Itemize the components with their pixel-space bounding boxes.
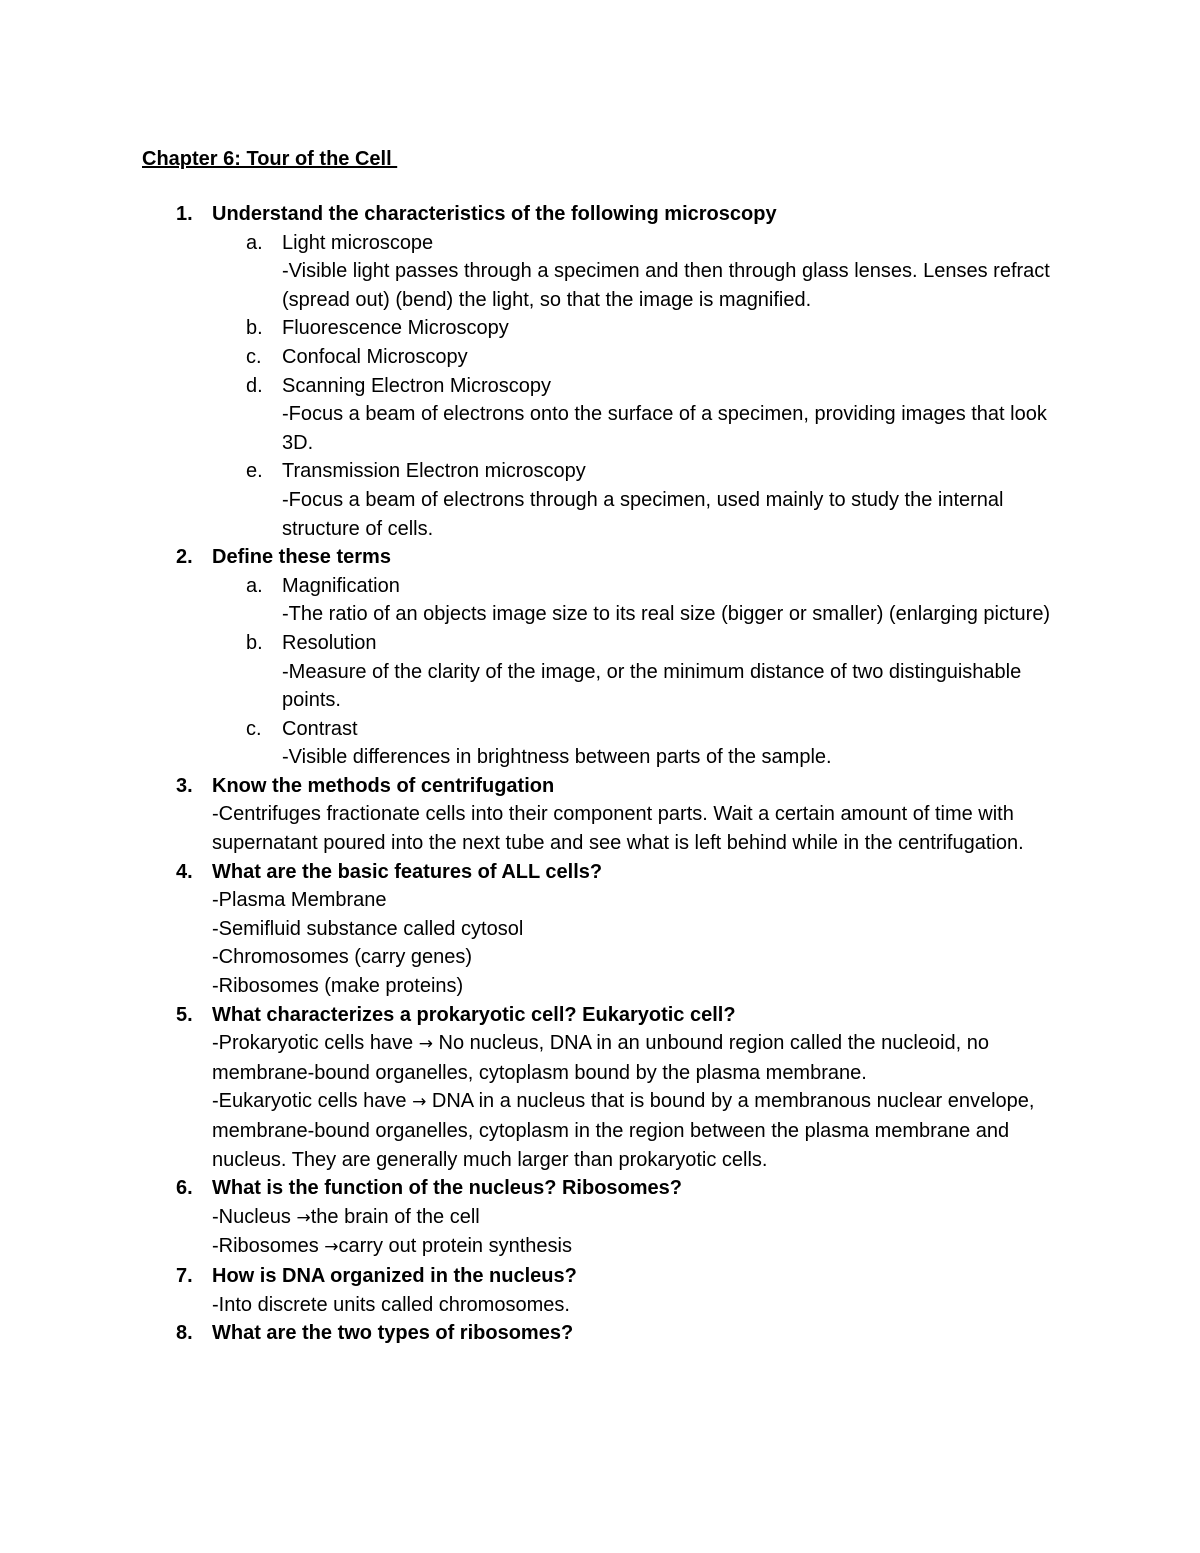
answer-nucleus (212, 1203, 1062, 1233)
answer-eukaryotic (212, 1087, 1062, 1174)
sub-item-fluorescence-microscopy (212, 314, 1200, 343)
sub-label: Transmission Electron microscopy (282, 460, 586, 483)
question-1 (0, 200, 1200, 543)
right-arrow-icon: → (324, 1237, 339, 1258)
sub-label: Fluorescence Microscopy (282, 317, 509, 340)
question-list (0, 200, 1200, 1348)
question-number: 6. (176, 1177, 193, 1200)
sub-label: Resolution (282, 631, 377, 654)
answer-lead: -Eukaryotic cells have (212, 1090, 413, 1113)
question-2 (0, 543, 1200, 772)
answer-prokaryotic (212, 1029, 1062, 1087)
question-text: Define these terms (212, 546, 391, 569)
answer-line: -Semifluid substance called cytosol (212, 917, 524, 940)
answer-lead: -Prokaryotic cells have (212, 1032, 419, 1055)
sub-label: Confocal Microscopy (282, 345, 468, 368)
sub-letter: d. (246, 374, 263, 397)
sub-item-light-microscope (212, 229, 1200, 315)
question-text: Understand the characteristics of the following microscopy (212, 203, 777, 225)
question-text: How is DNA organized in the nucleus? (212, 1264, 577, 1287)
sub-letter: b. (246, 317, 263, 340)
answer-lead: -Nucleus (212, 1205, 297, 1228)
answer-ribosomes (212, 1232, 1062, 1262)
document-title: Chapter 6: Tour of the Cell (142, 148, 398, 170)
sub-label: Magnification (282, 574, 400, 597)
sub-item-transmission-electron-microscopy (212, 457, 1200, 543)
sub-answer: -Focus a beam of electrons onto the surface of a specimen, providing images that look 3D. (282, 403, 1047, 454)
question-8 (0, 1319, 1200, 1348)
sub-answer: -The ratio of an objects image size to its real size (bigger or smaller) (enlarging picture) (282, 603, 1051, 626)
sub-letter: a. (246, 574, 263, 597)
sub-item-contrast (212, 715, 1200, 772)
sub-letter: b. (246, 631, 263, 654)
question-4 (0, 858, 1200, 1001)
right-arrow-icon: → (412, 1092, 427, 1113)
question-3 (0, 772, 1200, 858)
answer-rest: No nucleus, DNA in an unbound region called the nucleoid, no membrane-bound organelles, cytoplasm bound by the plasma membrane. (212, 1032, 989, 1084)
sub-answer: -Visible differences in brightness between parts of the sample. (282, 746, 832, 769)
answer-line: -Plasma Membrane (212, 889, 387, 912)
sub-answer: -Visible light passes through a specimen and then through glass lenses. Lenses refract (spread out) (bend) the light, so that the image is magnified. (282, 260, 1050, 311)
answer-lead: -Ribosomes (212, 1235, 325, 1258)
sub-item-magnification (212, 572, 1200, 629)
question-text: What are the basic features of ALL cells? (212, 860, 603, 883)
answer-rest: the brain of the cell (310, 1205, 480, 1228)
answer-rest: DNA in a nucleus that is bound by a membranous nuclear envelope, membrane-bound organelles, cytoplasm in the region between the plasma membrane and nucleus. They are generally much larger than prokaryotic cells. (212, 1090, 1035, 1171)
question-number: 5. (176, 1003, 193, 1026)
sub-item-confocal-microscopy (212, 343, 1200, 372)
question-5 (0, 1001, 1200, 1175)
question-text: Know the methods of centrifugation (212, 774, 555, 797)
answer-rest: carry out protein synthesis (338, 1235, 572, 1258)
answer-line: -Centrifuges fractionate cells into their component parts. Wait a certain amount of time with supernatant poured into the next tube and see what is left behind while in the centrifugation. (212, 803, 1024, 855)
right-arrow-icon: → (418, 1034, 433, 1055)
answer-line: -Into discrete units called chromosomes. (212, 1293, 570, 1316)
question-7 (0, 1262, 1200, 1319)
question-number: 1. (176, 203, 193, 225)
question-number: 4. (176, 860, 193, 883)
question-6 (0, 1174, 1200, 1262)
sub-letter: a. (246, 231, 263, 254)
sub-label: Contrast (282, 717, 358, 740)
right-arrow-icon: → (296, 1207, 311, 1228)
answer-line: -Chromosomes (carry genes) (212, 946, 473, 969)
sub-letter: c. (246, 717, 262, 740)
sub-question-list (212, 572, 1200, 772)
sub-item-scanning-electron-microscopy (212, 372, 1200, 458)
question-number: 8. (176, 1322, 193, 1345)
sub-answer: -Focus a beam of electrons through a specimen, used mainly to study the internal structure of cells. (282, 488, 1004, 540)
question-text: What is the function of the nucleus? Ribosomes? (212, 1177, 683, 1200)
sub-question-list (212, 229, 1200, 544)
sub-answer: -Measure of the clarity of the image, or the minimum distance of two distinguishable points. (282, 660, 1022, 712)
question-number: 3. (176, 774, 193, 797)
sub-label: Light microscope (282, 231, 434, 254)
question-number: 7. (176, 1264, 193, 1287)
question-number: 2. (176, 546, 193, 569)
sub-letter: e. (246, 460, 263, 483)
question-text: What characterizes a prokaryotic cell? Eukaryotic cell? (212, 1003, 736, 1026)
sub-letter: c. (246, 345, 262, 368)
sub-label: Scanning Electron Microscopy (282, 374, 552, 397)
question-text: What are the two types of ribosomes? (212, 1322, 574, 1345)
answer-line: -Ribosomes (make proteins) (212, 975, 464, 998)
sub-item-resolution (212, 629, 1200, 715)
